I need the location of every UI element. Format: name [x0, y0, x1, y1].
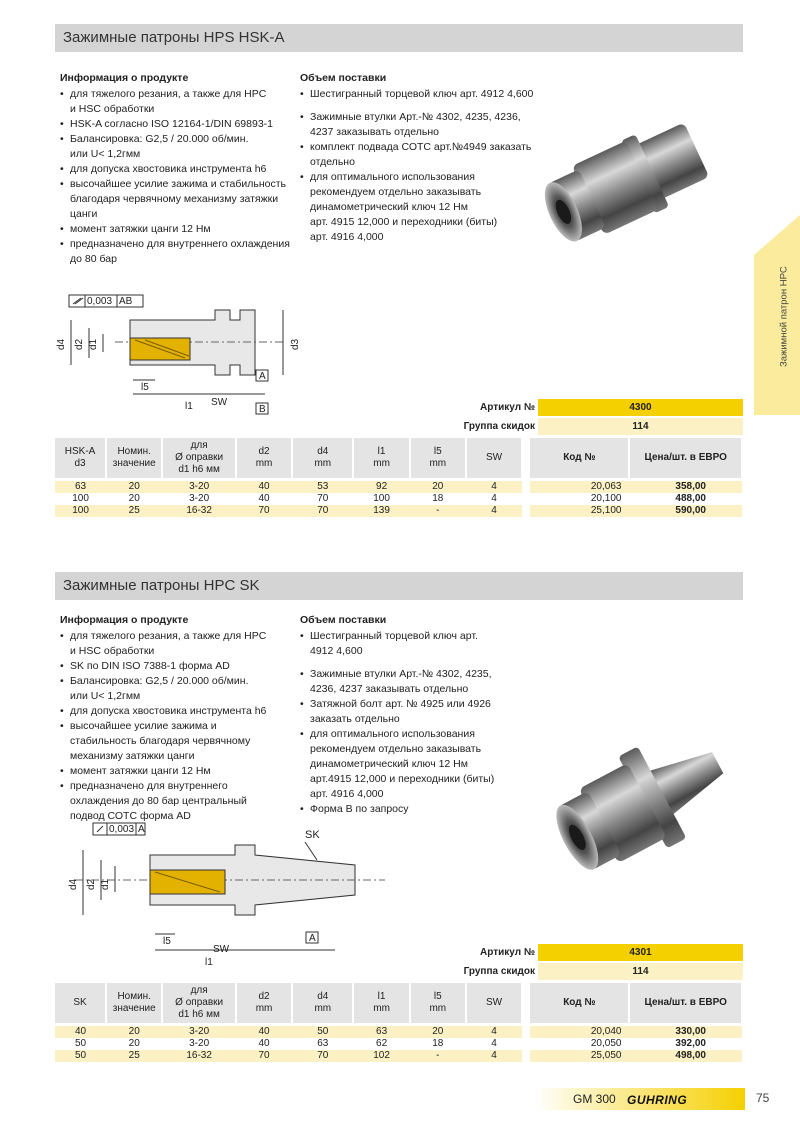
s2-label-a: A: [309, 933, 316, 944]
s1-label-sw: SW: [211, 397, 228, 408]
table-cell: 18: [410, 1038, 466, 1050]
table-row: [55, 1026, 742, 1038]
bullet-line: Форма B по запросу: [310, 803, 409, 815]
s1-label-b: B: [259, 404, 266, 415]
table-cell: 100: [55, 505, 106, 517]
table-cell: 20: [106, 493, 162, 505]
bullet-line: подвод СОТС форма AD: [70, 810, 191, 822]
bullet-item: [300, 802, 550, 817]
column-header-line: Номин.: [117, 446, 151, 457]
bullet-item: [60, 177, 300, 222]
bullet-item: [60, 704, 300, 719]
s2-discount-number: 114: [538, 963, 743, 980]
column-header-line: mm: [255, 458, 273, 469]
footer-series: GM 300: [573, 1092, 616, 1106]
bullet-item: [60, 719, 300, 764]
bullet-line: и HSC обработки: [70, 103, 155, 115]
table-cell: 40: [236, 493, 292, 505]
s1-datum-tol: AB: [119, 296, 133, 307]
section1-data-table: [55, 438, 743, 517]
column-header: [236, 983, 292, 1023]
s1-tolerance: 0,003: [87, 296, 113, 307]
bullet-line: Зажимные втулки Арт.-№ 4302, 4235, 4236,: [310, 111, 521, 123]
code-cell: 20,040: [530, 1026, 629, 1038]
code-cell: 20,063: [530, 481, 629, 493]
bullet-line: механизму затяжки цанги: [70, 750, 195, 762]
column-header: [292, 438, 353, 478]
s1-article-label: Артикул №: [480, 402, 535, 413]
column-header: [466, 438, 522, 478]
table-spacer: [522, 983, 530, 1023]
section2-info-list: [60, 629, 300, 824]
bullet-line: для оптимального использования: [310, 728, 475, 740]
bullet-line: и HSC обработки: [70, 645, 155, 657]
column-header-price: Цена/шт. в ЕВРО: [629, 438, 742, 478]
bullet-line: высочайшее усилие зажима и: [70, 720, 217, 732]
table-cell: 4: [466, 1026, 522, 1038]
table-cell: 25: [106, 1050, 162, 1062]
bullet-line: предназначено для внутреннего: [70, 780, 228, 792]
bullet-item: [300, 110, 550, 140]
brand-logo: GUHRING: [627, 1093, 688, 1107]
bullet-line: для допуска хвостовика инструмента h6: [70, 705, 267, 717]
bullet-line: динамометрический ключ 12 Нм: [310, 758, 468, 770]
table-cell: 3-20: [162, 493, 236, 505]
s2-label-d2: d2: [86, 878, 97, 890]
s2-discount-label: Группа скидок: [463, 966, 535, 977]
price-cell: 358,00: [629, 481, 742, 493]
column-header: [292, 983, 353, 1023]
table-spacer: [522, 1050, 530, 1062]
bullet-item: [300, 727, 550, 802]
table-cell: 20: [410, 1026, 466, 1038]
column-header: [353, 438, 409, 478]
column-header-line: Ø оправки: [175, 997, 224, 1008]
price-cell: 330,00: [629, 1026, 742, 1038]
table-cell: 102: [353, 1050, 409, 1062]
bullet-item: [60, 162, 300, 177]
bullet-line: для допуска хвостовика инструмента h6: [70, 163, 267, 175]
column-header-code: Код №: [530, 983, 629, 1023]
column-header-line: для: [190, 985, 208, 996]
code-cell: 20,100: [530, 493, 629, 505]
s1-label-d4: d4: [56, 338, 67, 350]
table-cell: 100: [55, 493, 106, 505]
s2-tolerance: 0,003: [109, 824, 135, 835]
bullet-item: [60, 659, 300, 674]
code-cell: 25,050: [530, 1050, 629, 1062]
price-cell: 498,00: [629, 1050, 742, 1062]
bullet-item: [60, 87, 300, 117]
bullet-line: цанги: [70, 208, 98, 220]
table-spacer: [522, 1026, 530, 1038]
section1-info-heading: Информация о продукте: [60, 72, 189, 84]
s2-label-d1: d1: [100, 878, 111, 890]
table-cell: 70: [292, 505, 353, 517]
s1-discount-number: 114: [538, 418, 743, 435]
column-header-line: mm: [314, 1003, 332, 1014]
sk-chuck-photo: [545, 722, 745, 892]
section1-supply-info: [300, 71, 550, 245]
bullet-line: арт. 4916 4,000: [310, 231, 384, 243]
column-header-line: l5: [433, 991, 442, 1002]
column-header-line: mm: [373, 458, 390, 469]
column-header-line: mm: [429, 1003, 447, 1014]
bullet-line: рекомендуем отдельно заказывать: [310, 186, 482, 198]
table-cell: 70: [236, 505, 292, 517]
table-cell: 4: [466, 1038, 522, 1050]
bullet-item: [300, 87, 550, 102]
bullet-line: Затяжной болт арт. № 4925 или 4926: [310, 698, 491, 710]
column-header-line: d3: [74, 458, 86, 469]
bullet-line: для оптимального использования: [310, 171, 475, 183]
table-cell: 16-32: [162, 1050, 236, 1062]
table-cell: 18: [410, 493, 466, 505]
table-cell: 20: [106, 1026, 162, 1038]
section2-supply-list: [300, 629, 550, 817]
table-cell: -: [410, 1050, 466, 1062]
bullet-line: арт. 4916 4,000: [310, 788, 384, 800]
table-cell: 70: [236, 1050, 292, 1062]
bullet-line: момент затяжки цанги 12 Нм: [70, 223, 211, 235]
table-cell: 139: [353, 505, 409, 517]
bullet-line: 4236, 4237 заказывать отдельно: [310, 683, 469, 695]
table-cell: -: [410, 505, 466, 517]
bullet-item: [300, 697, 550, 727]
column-header-line: для: [190, 440, 208, 451]
bullet-line: стабильность благодаря червячному: [70, 735, 251, 747]
bullet-line: SK по DIN ISO 7388-1 форма AD: [70, 660, 230, 672]
table-row: [55, 481, 742, 493]
table-cell: 3-20: [162, 1026, 236, 1038]
s2-datum-tol: A: [138, 824, 145, 835]
column-header-line: d2: [258, 446, 270, 457]
bullet-line: рекомендуем отдельно заказывать: [310, 743, 482, 755]
s1-label-l1: l1: [185, 401, 193, 412]
table-spacer: [522, 438, 530, 478]
bullet-line: для тяжелого резания, а также для HPC: [70, 630, 267, 642]
section2-info-heading: Информация о продукте: [60, 614, 189, 626]
section1-supply-heading: Объем поставки: [300, 72, 387, 84]
section1-technical-drawing: [55, 290, 315, 420]
s1-label-a: A: [259, 371, 266, 382]
bullet-line: 4237 заказывать отдельно: [310, 126, 440, 138]
bullet-item: [60, 237, 300, 267]
s1-label-d1: d1: [88, 338, 99, 350]
table-cell: 63: [55, 481, 106, 493]
bullet-item: [60, 222, 300, 237]
bullet-line: Балансировка: G2,5 / 20.000 об/мин.: [70, 675, 249, 687]
table-cell: 63: [353, 1026, 409, 1038]
column-header-line: mm: [373, 1003, 390, 1014]
s1-label-l5: l5: [141, 382, 149, 393]
bullet-item: [300, 667, 550, 697]
table-cell: 25: [106, 505, 162, 517]
section1-discount-row: [420, 418, 743, 435]
table-cell: 63: [292, 1038, 353, 1050]
column-header-line: d1 h6 мм: [178, 1009, 220, 1020]
bullet-line: динамометрический ключ 12 Нм: [310, 201, 468, 213]
column-header-line: l1: [377, 446, 386, 457]
bullet-line: предназначено для внутреннего охлаждения: [70, 238, 290, 250]
bullet-item: [300, 170, 550, 245]
section1-supply-list: [300, 87, 550, 245]
table-header-row: [55, 983, 742, 1023]
table-cell: 100: [353, 493, 409, 505]
s2-label-l1: l1: [205, 957, 213, 968]
s1-label-d2: d2: [74, 338, 85, 350]
column-header-line: Номин.: [117, 991, 151, 1002]
bullet-line: Шестигранный торцевой ключ арт. 4912 4,600: [310, 88, 534, 100]
column-header: [466, 983, 522, 1023]
bullet-line: HSK-A согласно ISO 12164-1/DIN 69893-1: [70, 118, 273, 130]
bullet-line: арт. 4915 12,000 и переходники (биты): [310, 216, 498, 228]
column-header-line: l1: [377, 991, 386, 1002]
table-cell: 40: [236, 481, 292, 493]
column-header: [55, 983, 106, 1023]
table-spacer: [522, 493, 530, 505]
column-header-line: значение: [112, 458, 156, 469]
s2-label-l5: l5: [163, 936, 171, 947]
section2-article-row: [420, 944, 743, 961]
table-cell: 20: [106, 1038, 162, 1050]
section2-supply-heading: Объем поставки: [300, 614, 387, 626]
column-header-line: SW: [485, 452, 503, 463]
section2-title: Зажимные патроны HPC SK: [55, 572, 743, 600]
table-cell: 3-20: [162, 481, 236, 493]
section2-supply-info: [300, 613, 550, 817]
column-header-line: Ø оправки: [175, 452, 224, 463]
table-cell: 40: [236, 1026, 292, 1038]
bullet-line: или U< 1,2гмм: [70, 148, 141, 160]
section2-product-info: [60, 613, 300, 824]
s1-article-number: 4300: [538, 399, 743, 416]
column-header-line: SK: [73, 997, 87, 1008]
column-header: [236, 438, 292, 478]
bullet-item: [60, 117, 300, 132]
column-header-line: l5: [433, 446, 442, 457]
bullet-line: до 80 бар: [70, 253, 117, 265]
table-cell: 4: [466, 505, 522, 517]
table-cell: 92: [353, 481, 409, 493]
section2-data-table: [55, 983, 743, 1062]
column-header-line: d4: [317, 991, 329, 1002]
s2-label-d4: d4: [68, 878, 79, 890]
s2-article-label: Артикул №: [480, 947, 535, 958]
bullet-line: высочайшее усилие зажима и стабильность: [70, 178, 287, 190]
column-header-line: mm: [429, 458, 447, 469]
column-header-line: d4: [317, 446, 329, 457]
bullet-line: Балансировка: G2,5 / 20.000 об/мин.: [70, 133, 249, 145]
s2-article-number: 4301: [538, 944, 743, 961]
column-header: [106, 983, 162, 1023]
column-header: [162, 983, 236, 1023]
table-cell: 4: [466, 1050, 522, 1062]
bullet-line: комплект подвада СОТС арт.№4949 заказать: [310, 141, 532, 153]
table-spacer: [522, 1038, 530, 1050]
table-row: [55, 505, 742, 517]
bullet-line: Зажимные втулки Арт.-№ 4302, 4235,: [310, 668, 492, 680]
bullet-line: момент затяжки цанги 12 Нм: [70, 765, 211, 777]
column-header-line: SW: [485, 997, 503, 1008]
table-cell: 50: [292, 1026, 353, 1038]
table-cell: 62: [353, 1038, 409, 1050]
table-cell: 70: [292, 493, 353, 505]
column-header: [55, 438, 106, 478]
table-cell: 16-32: [162, 505, 236, 517]
section1-info-list: [60, 87, 300, 267]
bullet-item: [60, 779, 300, 824]
table-header-row: [55, 438, 742, 478]
column-header-line: значение: [112, 1003, 156, 1014]
bullet-line: Шестигранный торцевой ключ арт.: [310, 630, 478, 642]
side-tab-label: Зажимной патрон HPC: [778, 266, 790, 368]
code-cell: 25,100: [530, 505, 629, 517]
section1-product-info: [60, 71, 300, 267]
table-cell: 50: [55, 1038, 106, 1050]
section1-title: Зажимные патроны HPS HSK-A: [55, 24, 743, 52]
column-header: [353, 983, 409, 1023]
s2-label-sw: SW: [213, 944, 230, 955]
section2-discount-row: [420, 963, 743, 980]
bullet-item: [300, 629, 550, 659]
s1-label-d3: d3: [290, 338, 301, 350]
bullet-line: или U< 1,2гмм: [70, 690, 141, 702]
table-cell: 4: [466, 493, 522, 505]
column-header: [410, 983, 466, 1023]
column-header-code: Код №: [530, 438, 629, 478]
column-header: [106, 438, 162, 478]
bullet-item: [60, 674, 300, 704]
price-cell: 488,00: [629, 493, 742, 505]
bullet-line: отдельно: [310, 156, 355, 168]
column-header: [162, 438, 236, 478]
bullet-item: [60, 764, 300, 779]
bullet-item: [60, 629, 300, 659]
table-cell: 40: [55, 1026, 106, 1038]
table-cell: 50: [55, 1050, 106, 1062]
bullet-line: для тяжелого резания, а также для HPC: [70, 88, 267, 100]
column-header: [410, 438, 466, 478]
s1-discount-label: Группа скидок: [463, 421, 535, 432]
column-header-line: d2: [258, 991, 270, 1002]
table-row: [55, 493, 742, 505]
table-cell: 53: [292, 481, 353, 493]
table-cell: 40: [236, 1038, 292, 1050]
bullet-item: [60, 132, 300, 162]
section1-article-row: [420, 399, 743, 416]
table-row: [55, 1050, 742, 1062]
column-header-line: mm: [255, 1003, 273, 1014]
column-header-line: mm: [314, 458, 332, 469]
code-cell: 20,050: [530, 1038, 629, 1050]
hsk-chuck-photo: [535, 110, 735, 280]
price-cell: 392,00: [629, 1038, 742, 1050]
table-cell: 20: [106, 481, 162, 493]
table-row: [55, 1038, 742, 1050]
table-spacer: [522, 505, 530, 517]
bullet-item: [300, 140, 550, 170]
s2-label-sk: SK: [305, 829, 320, 841]
table-cell: 20: [410, 481, 466, 493]
bullet-line: заказать отдельно: [310, 713, 400, 725]
page-number: 75: [756, 1091, 770, 1105]
column-header-line: d1 h6 мм: [178, 464, 220, 475]
column-header-line: HSK-A: [64, 446, 96, 457]
table-cell: 3-20: [162, 1038, 236, 1050]
bullet-line: благодаря червячному механизму затяжки: [70, 193, 279, 205]
table-spacer: [522, 481, 530, 493]
bullet-line: 4912 4,600: [310, 645, 363, 657]
bullet-line: охлаждения до 80 бар центральный: [70, 795, 247, 807]
section2-technical-drawing: [55, 820, 395, 970]
column-header-price: Цена/шт. в ЕВРО: [629, 983, 742, 1023]
table-cell: 4: [466, 481, 522, 493]
price-cell: 590,00: [629, 505, 742, 517]
bullet-line: арт.4915 12,000 и переходники (биты): [310, 773, 495, 785]
table-cell: 70: [292, 1050, 353, 1062]
footer: [535, 1088, 745, 1110]
